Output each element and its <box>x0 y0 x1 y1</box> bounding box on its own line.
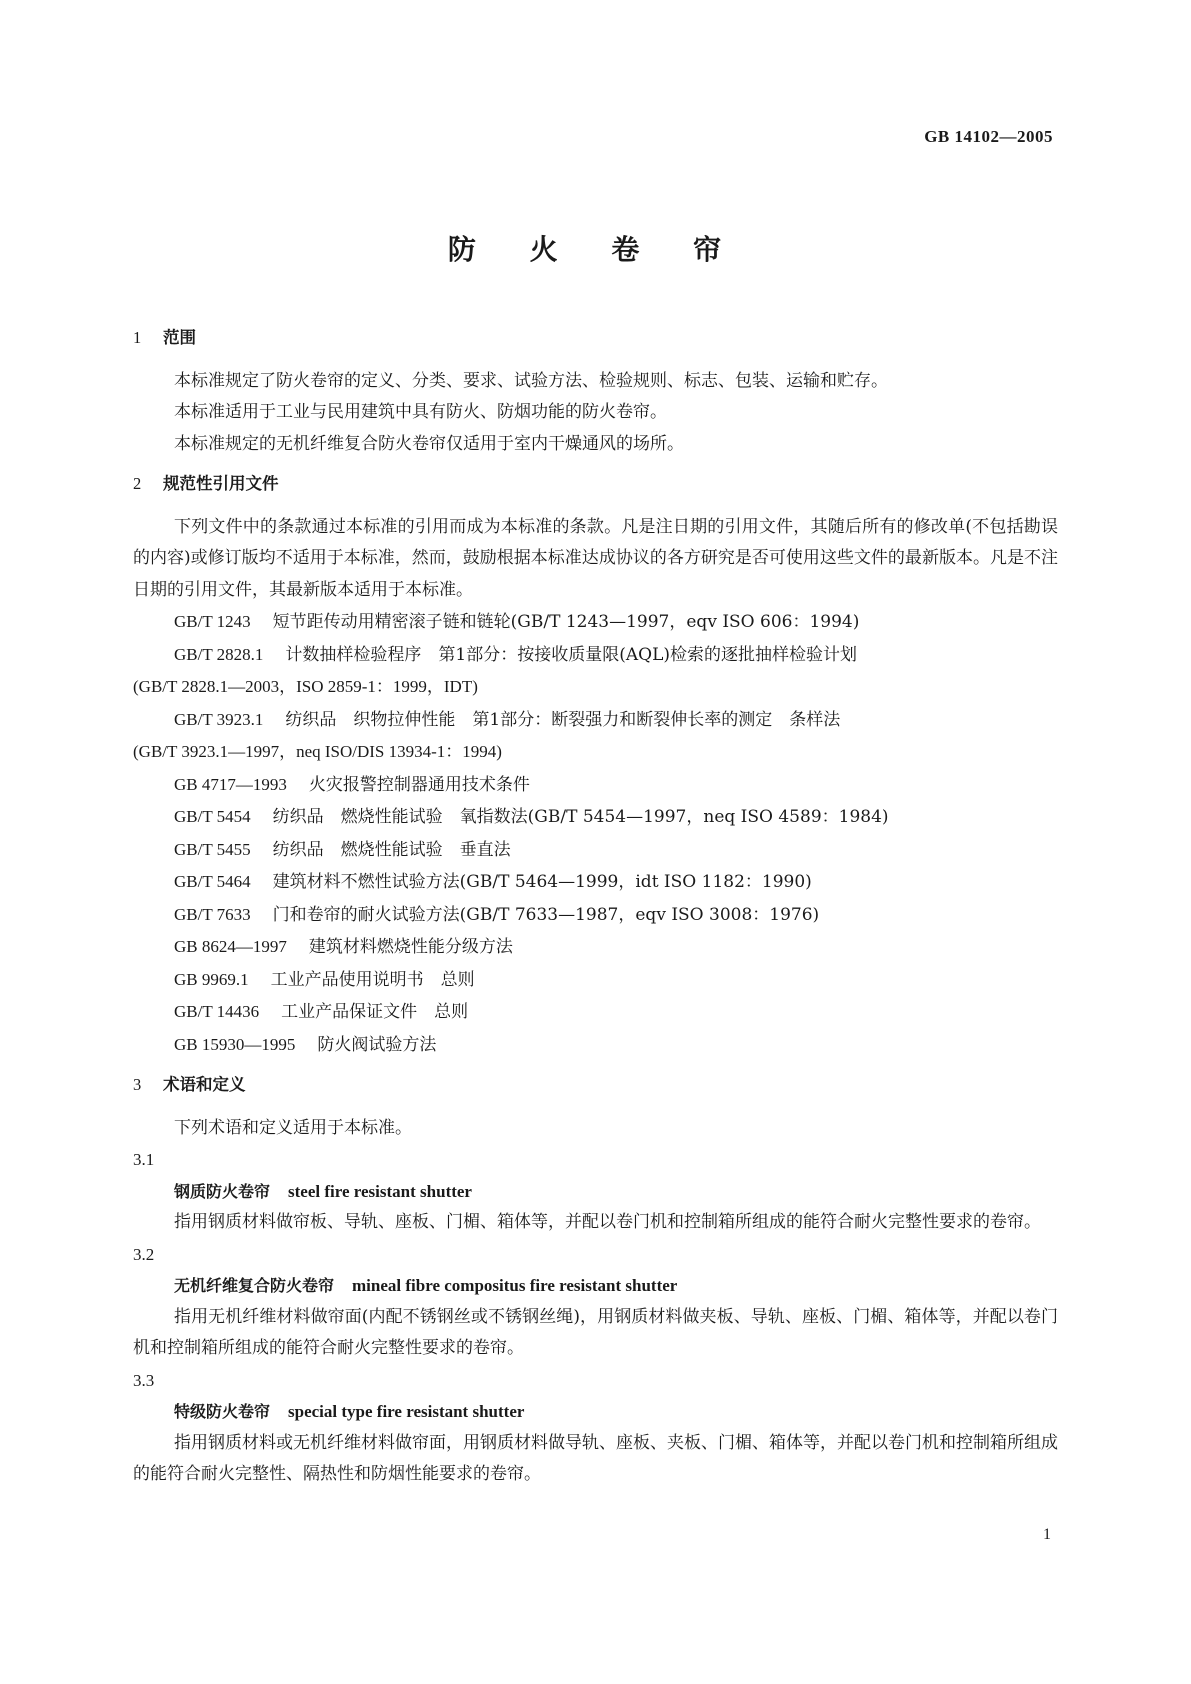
document-body <box>133 322 1058 1491</box>
reference-item: GB/T 5455 纺织品 燃烧性能试验 垂直法 <box>174 839 511 860</box>
reference-item: GB 9969.1 工业产品使用说明书 总则 <box>174 969 475 990</box>
paragraph: 本标准规定了防火卷帘的定义、分类、要求、试验方法、检验规则、标志、包装、运输和贮存。 <box>174 370 888 391</box>
term-name: 特级防火卷帘 special type fire resistant shutter <box>174 1402 525 1421</box>
term-definition: 指用无机纤维材料做帘面(内配不锈钢丝或不锈钢丝绳)，用钢质材料做夹板、导轨、座板、门楣、箱体等，并配以卷门机和控制箱所组成的能符合耐火完整性要求的卷帘。 <box>133 1306 1058 1358</box>
section-heading-terms: 3 术语和定义 <box>133 1075 246 1094</box>
reference-item: GB/T 5454 纺织品 燃烧性能试验 氧指数法(GB/T 5454—1997，neq ISO 4589：1984) <box>174 807 889 827</box>
paragraph: 本标准适用于工业与民用建筑中具有防火、防烟功能的防火卷帘。 <box>174 402 667 422</box>
paragraph: 下列文件中的条款通过本标准的引用而成为本标准的条款。凡是注日期的引用文件，其随后所有的修改单(不包括勘误的内容)或修订版均不适用于本标准，然而，鼓励根据本标准达成协议的各方研究是否可使用这些文件的最新版本。凡是不注日期的引用文件，其最新版本适用于本标准。 <box>133 516 1058 600</box>
reference-item: GB 4717—1993 火灾报警控制器通用技术条件 <box>174 774 530 795</box>
section-heading-normative-references: 2 规范性引用文件 <box>133 474 279 493</box>
term-definition: 指用钢质材料做帘板、导轨、座板、门楣、箱体等，并配以卷门机和控制箱所组成的能符合耐火完整性要求的卷帘。 <box>174 1212 1041 1232</box>
term-name: 钢质防火卷帘 steel fire resistant shutter <box>174 1181 472 1201</box>
document-title: 防 火 卷 帘 <box>447 233 744 266</box>
term-number: 3.2 <box>133 1244 155 1264</box>
reference-item: GB/T 5464 建筑材料不燃性试验方法(GB/T 5464—1999，idt ISO 1182：1990) <box>174 872 812 892</box>
section-heading-scope: 1 范围 <box>133 328 196 347</box>
term-definition: 指用钢质材料或无机纤维材料做帘面，用钢质材料做导轨、座板、夹板、门楣、箱体等，并配以卷门机和控制箱所组成的能符合耐火完整性、隔热性和防烟性能要求的卷帘。 <box>133 1432 1058 1484</box>
reference-item: GB 15930—1995 防火阀试验方法 <box>174 1034 437 1055</box>
standard-number: GB 14102—2005 <box>924 127 1053 146</box>
paragraph: 本标准规定的无机纤维复合防火卷帘仅适用于室内干燥通风的场所。 <box>174 433 684 454</box>
reference-item: GB 8624—1997 建筑材料燃烧性能分级方法 <box>174 937 513 957</box>
page-number: 1 <box>1043 1526 1051 1543</box>
reference-item-continuation: (GB/T 2828.1—2003，ISO 2859-1：1999，IDT) <box>133 677 478 696</box>
paragraph: 下列术语和定义适用于本标准。 <box>174 1117 412 1138</box>
reference-item: GB/T 14436 工业产品保证文件 总则 <box>174 1002 469 1022</box>
term-number: 3.1 <box>133 1150 155 1169</box>
reference-item: GB/T 2828.1 计数抽样检验程序 第1部分：按接收质量限(AQL)检索的逐批抽样检验计划 <box>174 644 858 665</box>
term-name: 无机纤维复合防火卷帘 mineal fibre compositus fire resistant shutter <box>174 1276 678 1295</box>
term-number: 3.3 <box>133 1370 155 1390</box>
reference-item: GB/T 7633 门和卷帘的耐火试验方法(GB/T 7633—1987，eqv ISO 3008：1976) <box>174 904 820 925</box>
reference-item: GB/T 1243 短节距传动用精密滚子链和链轮(GB/T 1243—1997，eqv ISO 606：1994) <box>174 612 860 632</box>
reference-item-continuation: (GB/T 3923.1—1997，neq ISO/DIS 13934-1：1994) <box>133 742 502 761</box>
reference-item: GB/T 3923.1 纺织品 织物拉伸性能 第1部分：断裂强力和断裂伸长率的测定 条样法 <box>174 709 841 730</box>
